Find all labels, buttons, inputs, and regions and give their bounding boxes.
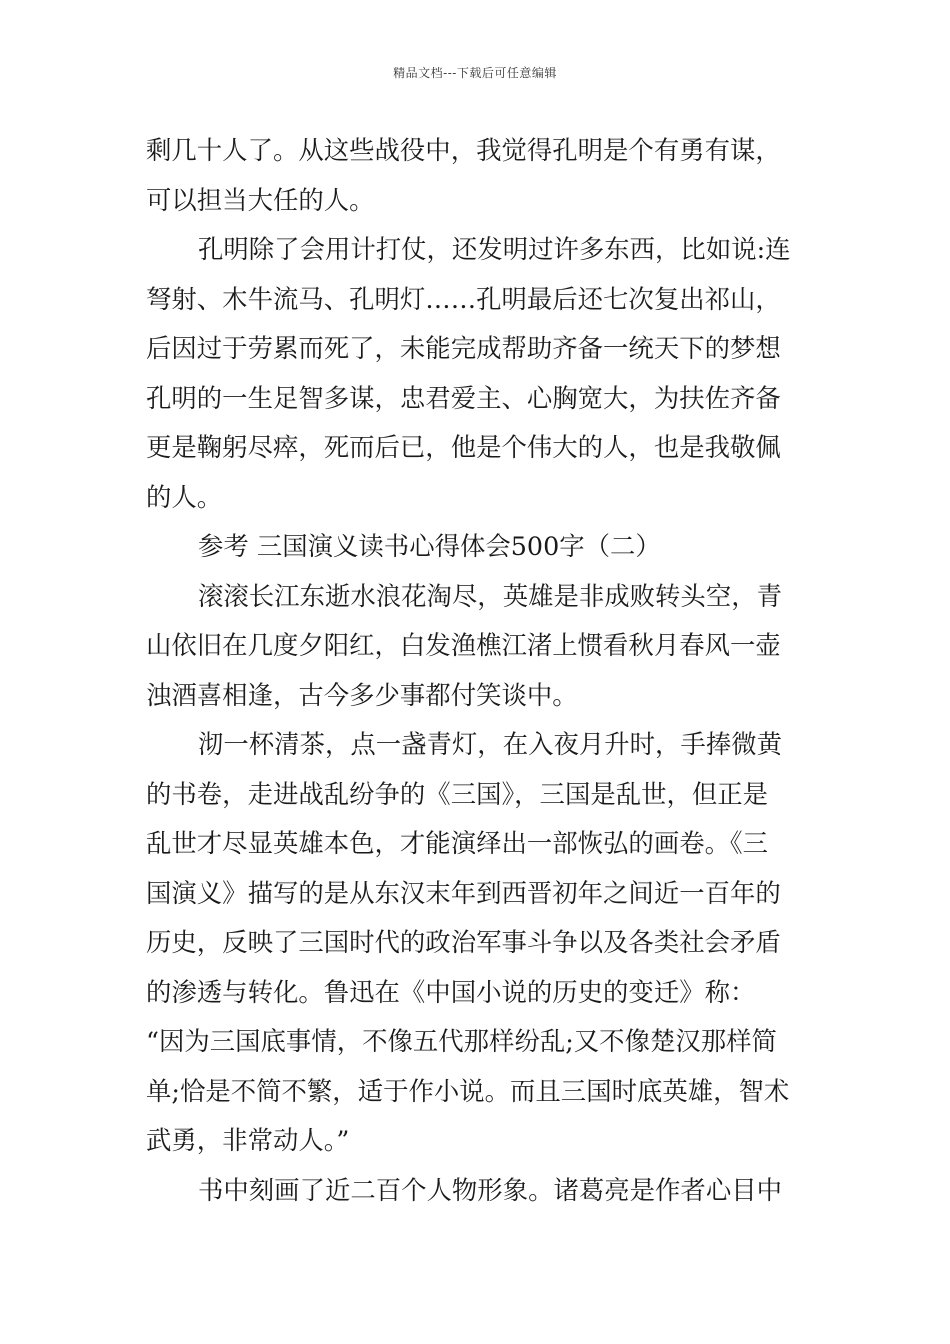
text-line: 的书卷，走进战乱纷争的《三国》，三国是乱世，但正是: [146, 778, 769, 809]
text-line: 武勇，非常动人。”: [146, 1125, 350, 1155]
text-line: 的人。: [146, 481, 223, 512]
text-line: 沏一杯清茶，点一盏青灯，在入夜月升时，手捧微黄: [198, 729, 782, 759]
section-heading: 参考 三国演义读书心得体会500字（二）: [198, 531, 661, 561]
text-line: 的渗透与转化。鲁迅在《中国小说的历史的变迁》称：: [146, 976, 756, 1007]
text-line: 孔明的一生足智多谋，忠君爱主、心胸宽大，为扶佐齐备: [146, 382, 781, 413]
text-line: 乱世才尽显英雄本色，才能演绎出一部恢弘的画卷。《三: [146, 828, 769, 858]
text-line: 山依旧在几度夕阳红，白发渔樵江渚上惯看秋月春风一壶: [146, 630, 781, 660]
text-line: 更是鞠躬尽瘁，死而后已，他是个伟大的人，也是我敬佩: [146, 432, 781, 462]
text-line: 后因过于劳累而死了，未能完成帮助齐备一统天下的梦想: [146, 333, 781, 363]
text-line: 国演义》描写的是从东汉末年到西晋初年之间近一百年的: [146, 877, 781, 908]
text-line: “因为三国底事情，不像五代那样纷乱;又不像楚汉那样简: [146, 1026, 777, 1056]
page-header: 精品文档---下载后可任意编辑: [393, 66, 557, 80]
text-line: 孔明除了会用计打仗，还发明过许多东西，比如说:连: [198, 234, 791, 264]
text-line: 单;恰是不简不繁，适于作小说。而且三国时底英雄，智术: [146, 1075, 790, 1106]
text-line: 剩几十人了。从这些战役中，我觉得孔明是个有勇有谋，: [146, 135, 781, 165]
text-line: 弩射、木牛流马、孔明灯……孔明最后还七次复出祁山，: [146, 283, 781, 314]
text-line: 滚滚长江东逝水浪花淘尽，英雄是非成败转头空，青: [198, 580, 782, 611]
document-body: [146, 126, 808, 1215]
text-line: 可以担当大任的人。: [146, 184, 375, 215]
text-line: 浊酒喜相逢，古今多少事都付笑谈中。: [146, 679, 578, 710]
text-line: 书中刻画了近二百个人物形象。诸葛亮是作者心目中: [198, 1174, 782, 1205]
text-line: 历史，反映了三国时代的政治军事斗争以及各类社会矛盾: [146, 927, 781, 957]
